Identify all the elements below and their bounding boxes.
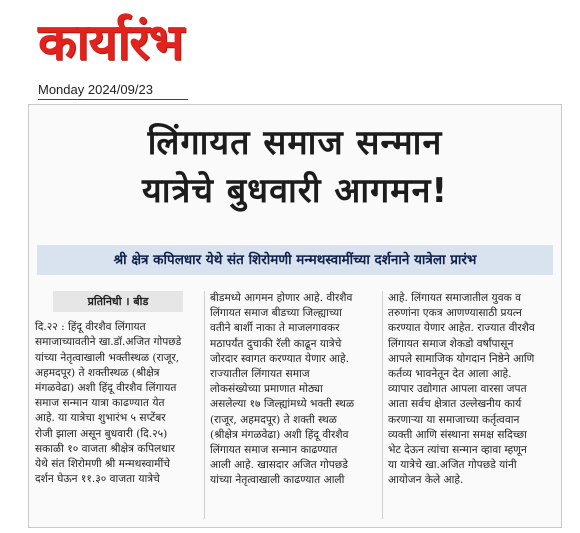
column-3-line: कर्तव्य भावनेतून देत आला आहे. <box>388 368 512 381</box>
column-3-line: करण्यात येणार आहेत. राज्यात वीरशैव <box>388 322 535 335</box>
column-3-line: आहे. लिंगायत समाजातील युवक व <box>388 292 521 304</box>
column-2-line: (श्रीक्षेत्र मंगळवेढा) अशी हिंदू वीरशैव <box>210 428 349 441</box>
column-2-line: लिंगायत समाज बीडच्या जिल्ह्याच्या <box>210 307 342 320</box>
column-2-line: आली आहे. खासदार अजित गोपछडे <box>210 459 348 472</box>
column-1-line: येथे संत शिरोमणी श्री मन्मथस्वामींचे <box>35 458 170 471</box>
column-2-line: जोरदार स्वागत करण्यात येणार आहे. <box>210 352 349 365</box>
column-3-line: या यात्रेचे खा.अजित गोपछडे यांनी <box>388 459 517 472</box>
logo-text: कार्यारंभ <box>38 13 183 71</box>
column-2-line: बीडमध्ये आगमन होणार आहे. वीरशैव <box>210 292 353 304</box>
column-2-line: वतीने बार्शी नाका ते माजलगावकर <box>210 322 340 335</box>
article-column-3 <box>388 291 548 489</box>
column-2-line: मठापर्यंत दुचाकी रॅली काढून यात्रेचे <box>210 337 342 350</box>
subheadline: श्री क्षेत्र कपिलधार येथे संत शिरोमणी मन्मथस्वामींच्या दर्शनाने यात्रेला प्रारंभ <box>37 245 553 275</box>
article-column-1 <box>35 291 195 487</box>
publication-date: Monday 2024/09/23 <box>38 82 153 97</box>
column-3-line: व्यक्ती आणि संस्थाना समक्ष सदिच्छा <box>388 428 527 441</box>
column-2-line: (राजूर, अहमदपूर) ते शक्ती स्थळ <box>210 413 337 426</box>
column-2-line: असलेल्या १७ जिल्ह्यांमध्ये भक्ती स्थळ <box>210 398 355 411</box>
column-1-line: मंगळवेढा) अशी हिंदू वीरशैव लिंगायत <box>35 382 177 395</box>
column-divider <box>382 291 383 519</box>
column-1-line: यांच्या नेतृत्वाखाली भक्तीस्थळ (राजूर, <box>35 351 180 364</box>
column-1-line: दि.२२ : हिंदू वीरशैव लिंगायत <box>35 321 146 334</box>
byline: प्रतिनिधी । बीड <box>53 291 183 312</box>
date-rule <box>38 99 188 100</box>
news-clipping <box>28 104 562 528</box>
column-1-line: समाज सन्मान यात्रा काढण्यात येत <box>35 397 165 410</box>
column-3-line: आपले सामाजिक योगदान निष्ठेने आणि <box>388 352 535 365</box>
column-1-line: सकाळी १० वाजता श्रीक्षेत्र कपिलधार <box>35 442 175 455</box>
column-1-line: समाजाच्यावतीने खा.डॉ.अजित गोपछडे <box>35 336 182 349</box>
column-3-line: लिंगायत समाज शेकडो वर्षांपासून <box>388 337 514 350</box>
column-1-line: आहे. या यात्रेचा शुभारंभ ५ सप्टेंबर <box>35 412 166 425</box>
column-2-line: राज्यातील लिंगायत समाज <box>210 368 310 381</box>
article-column-2 <box>210 291 370 489</box>
column-2-line: यांच्या नेतृत्वाखाली काढण्यात आली <box>210 474 345 487</box>
column-2-line: लिंगायत समाज सन्मान काढण्यात <box>210 444 338 457</box>
column-3-line: आयोजन केले आहे. <box>388 474 464 487</box>
headline-line-2: यात्रेचे बुधवारी आगमन! <box>142 171 448 211</box>
column-1-line: अहमदपूर) ते शक्तीस्थळ (श्रीक्षेत्र <box>35 366 160 379</box>
column-divider <box>204 291 205 519</box>
column-2-line: लोकसंख्येच्या प्रमाणात मोठ्या <box>210 383 323 396</box>
column-3-line: तरुणांना एकत्र आणण्यासाठी प्रयत्न <box>388 307 522 320</box>
column-3-line: करणाऱ्या या समाजाच्या कर्तृत्ववान <box>388 413 520 426</box>
masthead-logo <box>38 6 338 78</box>
headline-line-1: लिंगायत समाज सन्मान <box>147 123 443 163</box>
column-1-line: दर्शन घेऊन ११.३० वाजता यात्रेचे <box>35 473 160 486</box>
column-3-line: भेट देऊन त्यांचा सन्मान व्हावा म्हणून <box>388 444 527 457</box>
column-3-line: व्यापार उद्योगात आपला वारसा जपत <box>388 383 527 396</box>
column-3-line: आता सर्वच क्षेत्रात उल्लेखनीय कार्य <box>388 398 522 411</box>
column-1-line: रोजी झाला असून बुधवारी (दि.२५) <box>35 427 168 440</box>
